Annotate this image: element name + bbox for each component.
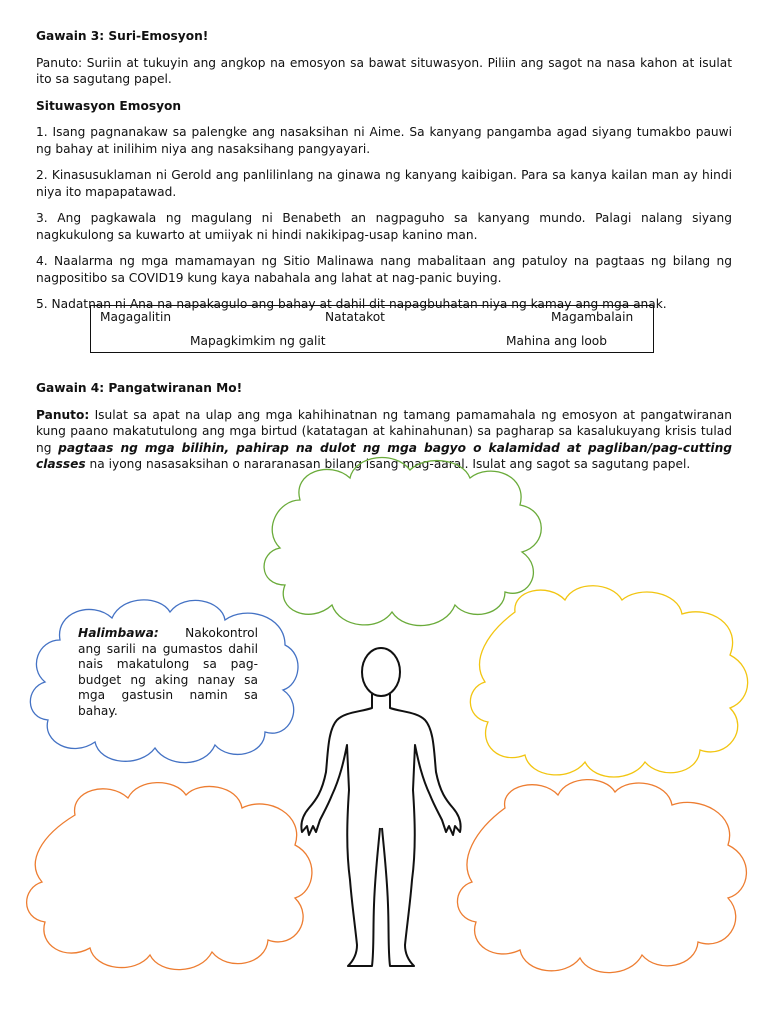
choice-mahina-ang-loob: Mahina ang loob bbox=[506, 334, 607, 348]
cloud-right-top bbox=[470, 586, 747, 777]
instruction-part1: Isulat sa apat na ulap ang mga kahihinatnan ng tamang pamamahala ng emosyon at pangatwiranan kung paano makatutulong ang mga birtud (katatagan at kahinahunan) sa pagharap sa kasalukuyang krisis tulad ng bbox=[36, 407, 732, 455]
human-body-outline bbox=[301, 648, 460, 966]
situwasyon-header: Situwasyon Emosyon bbox=[36, 98, 182, 113]
choice-mapagkimkim: Mapagkimkim ng galit bbox=[190, 334, 326, 348]
example-text: Nakokontrol ang sarili na gumastos dahil nais makatulong sa pag-budget ng aking nanay sa mga gastusin namin sa bahay. bbox=[78, 626, 258, 718]
gawain3-instruction: Panuto: Suriin at tukuyin ang angkop na emosyon sa bawat situwasyon. Piliin ang sagot na nasa kahon at isulat ito sa sagutang papel. bbox=[36, 55, 732, 86]
situation-1: 1. Isang pagnanakaw sa palengke ang nasaksihan ni Aime. Sa kanyang pangamba agad siyang tumakbo pauwi ng bahay at inilihim niya ang nasaksihang pangyayari. bbox=[36, 125, 732, 156]
situation-4: 4. Naalarma ng mga mamamayan ng Sitio Malinawa nang mabalitaan ang patuloy na pagtaas ng bilang ng nagpositibo sa COVID19 kung kaya nabahala ang lahat at nag-panic buying. bbox=[36, 254, 732, 285]
cloud-bottom-left bbox=[27, 783, 312, 970]
gawain3-title: Gawain 3: Suri-Emosyon! bbox=[36, 29, 209, 43]
instruction-part2: na iyong nasasaksihan o nararanasan bilang isang mag-aaral. Isulat ang sagot sa sagutang papel. bbox=[85, 457, 691, 471]
situation-2: 2. Kinasusuklaman ni Gerold ang panlilinlang na ginawa ng kanyang kaibigan. Para sa kanya kailan man ay hindi niya ito mapapatawad. bbox=[36, 168, 732, 199]
choice-natatakot: Natatakot bbox=[325, 310, 385, 324]
choice-magagalitin: Magagalitin bbox=[100, 310, 172, 324]
cloud-top bbox=[264, 458, 541, 626]
panuto-label: Panuto: bbox=[36, 407, 90, 422]
example-label: Halimbawa: bbox=[78, 626, 159, 640]
gawain4-title: Gawain 4: Pangatwiranan Mo! bbox=[36, 381, 243, 395]
situation-5: 5. Nadatnan ni Ana na napakagulo ang bahay at dahil dit napagbuhatan niya ng kamay ang mga anak. bbox=[36, 297, 667, 311]
cloud-bottom-right bbox=[457, 780, 746, 973]
situation-3: 3. Ang pagkawala ng magulang ni Benabeth an nagpaguho sa kanyang mundo. Palagi nalang siyang nagkukulong sa kuwarto at umiiyak ni hindi nakikipag-usap kanino man. bbox=[36, 211, 732, 242]
instruction-emphasis: pagtaas ng mga bilihin, pahirap na dulot ng mga bagyo o kalamidad at pagliban/pag-cutting classes bbox=[36, 440, 732, 471]
choice-magambalain: Magambalain bbox=[551, 310, 634, 324]
example-text-block bbox=[78, 626, 258, 719]
